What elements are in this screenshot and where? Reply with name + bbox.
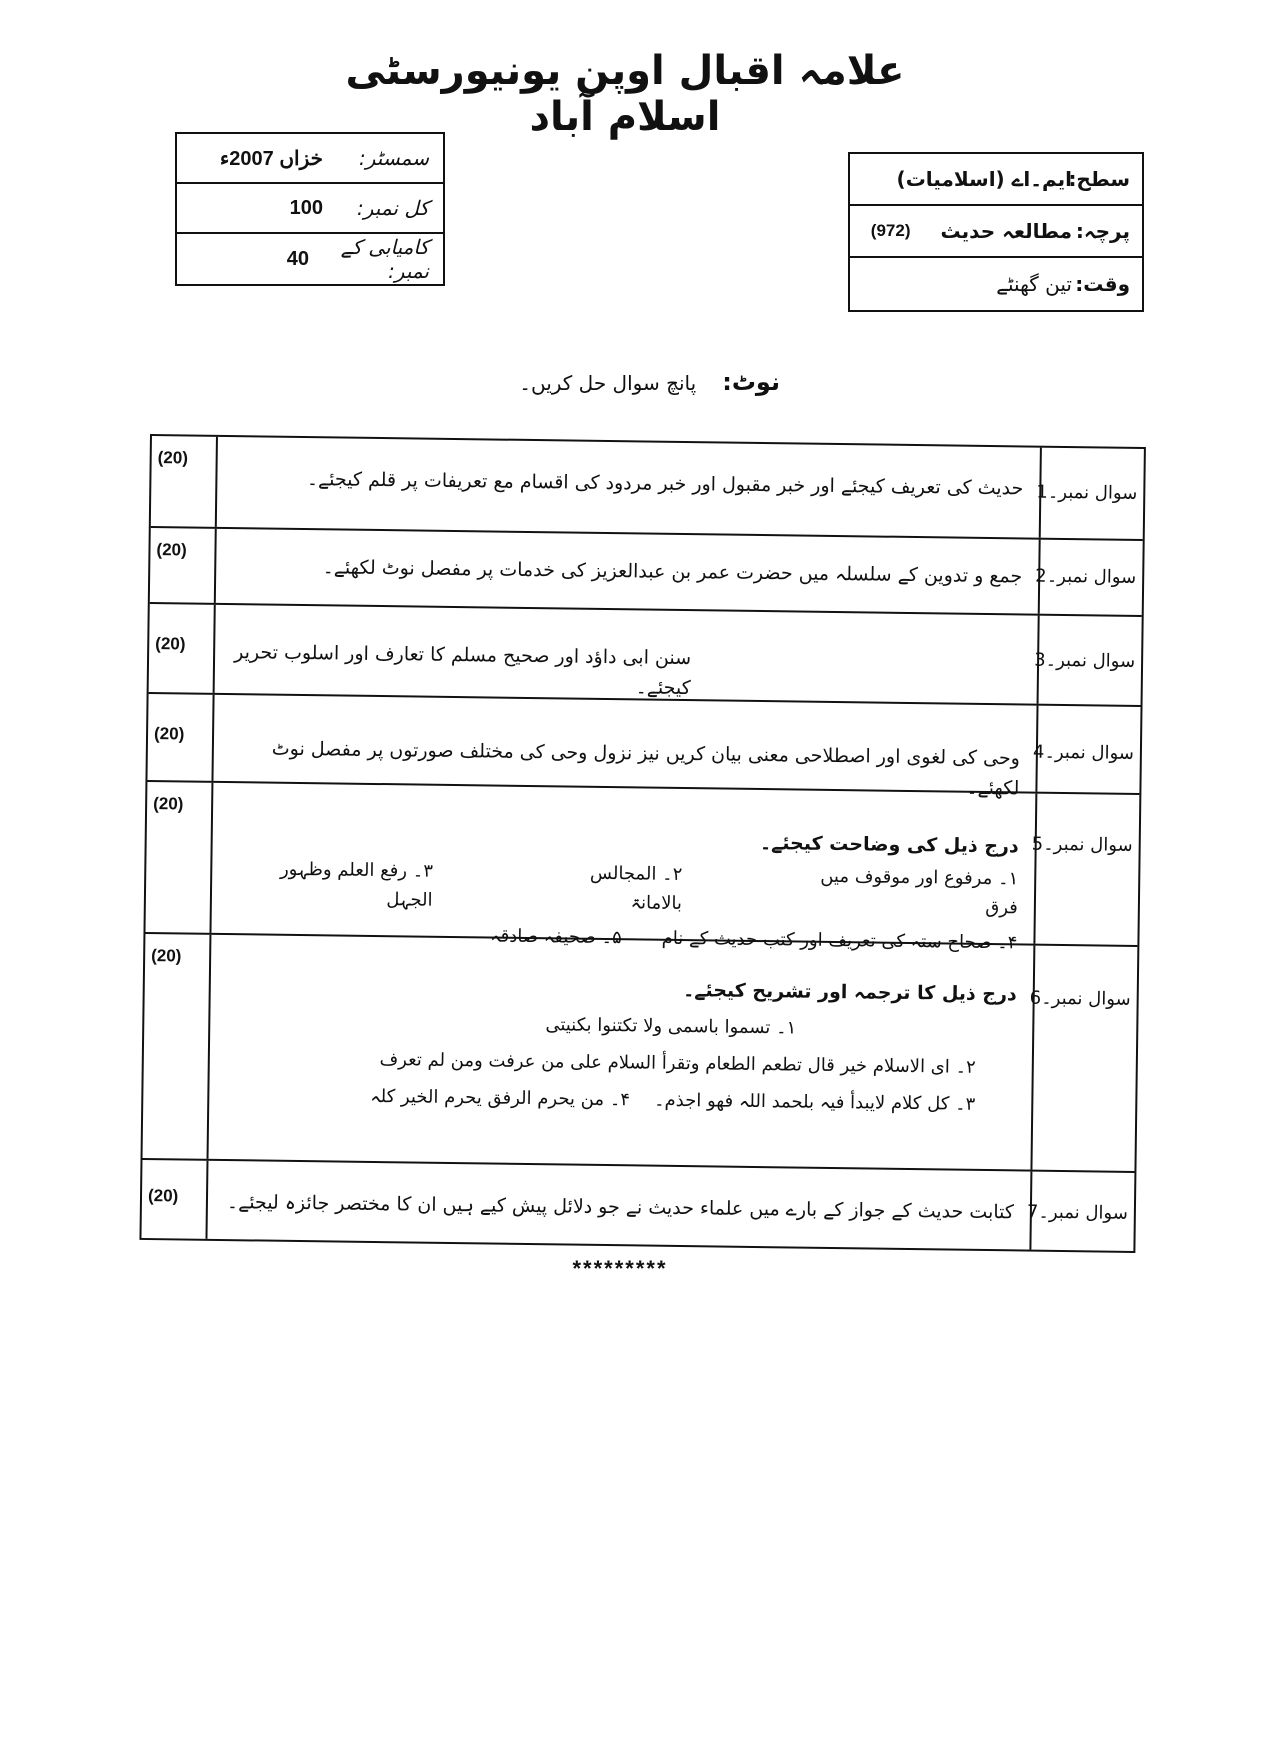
question-number: سوال نمبر۔7 [1029,1172,1134,1251]
question-body [214,529,1039,614]
question-number: سوال نمبر۔4 [1035,706,1140,793]
question-body [207,935,1034,1170]
level-row [850,154,1142,206]
sub-items-line [226,1044,976,1083]
sub-item: ۵۔ صحیفہ صادقہ [490,925,622,949]
question-row [142,934,1137,1173]
paper-code: (972) [870,221,911,240]
question-text: کتابت حدیث کے جواز کے بارے میں علماء حدیث نے جو دلائل پیش کیے ہیں ان کا مختصر جائزہ لیجئے۔ [226,1191,1015,1224]
question-row [141,1160,1134,1251]
note-label: نوٹ: [722,368,780,396]
level-value: ایم۔اے (اسلامیات) [896,167,1072,191]
total-marks-label: کل نمبر: [357,196,429,220]
paper-label: پرچہ: [1075,219,1130,243]
question-body [215,437,1040,538]
sub-item: ۴۔ صحاح ستہ کی تعریف اور کتب حدیث کے نام [661,927,1018,954]
sub-item: ۳۔ کل کلام لایبدأ فیہ بلحمد اللہ فھو اجذم۔ [653,1089,976,1115]
sub-items-line [225,1081,975,1120]
question-number: سوال نمبر۔1 [1039,448,1144,539]
question-marks: (20) [151,946,182,966]
question-marks: (20) [153,794,184,814]
exam-info-box-right [848,152,1144,312]
question-marks: (20) [147,1186,179,1206]
questions-table [139,434,1145,1253]
question-body [205,1161,1030,1250]
level-label: سطح: [1068,167,1130,191]
total-marks-row [177,184,443,234]
sub-item: ۲۔ ای الاسلام خیر قال تطعم الطعام وتقرأ السلام علی من عرفت ومن لم تعرف [379,1049,976,1079]
time-row [850,258,1142,310]
time-value: تین گھنٹے [996,272,1072,296]
question-number: سوال نمبر۔5 [1033,794,1139,945]
question-heading: درج ذیل کی وضاحت کیجئے۔ [759,832,1019,858]
question-body [209,783,1035,954]
question-marks: (20) [157,448,189,468]
end-stars: ********* [572,1256,668,1281]
question-number: سوال نمبر۔2 [1038,540,1143,615]
university-title: علامہ اقبال اوپن یونیورسٹی اسلام آباد [345,48,905,140]
question-marks: (20) [156,540,187,560]
time-label: وقت: [1075,272,1130,296]
question-row [150,528,1143,617]
sub-item: ۱۔ تسموا باسمی ولا تکتنوا بکنیتی [545,1014,797,1039]
semester-row [177,134,443,184]
semester-label: سمسٹر: [359,146,429,170]
paper-row [850,206,1142,258]
question-row [147,694,1140,800]
question-number: سوال نمبر۔6 [1030,946,1137,1171]
question-text: وحی کی لغوی اور اصطلاحی معنی بیان کریں نیز نزول وحی کی مختلف صورتوں پر مفصل نوٹ لکھئے۔ [271,737,1020,800]
exam-info-box-left [175,132,445,286]
note-text: پانچ سوال حل کریں۔ [519,371,697,395]
question-text: حدیث کی تعریف کیجئے اور خبر مقبول اور خبر مردود کی اقسام مع تعریفات پر قلم کیجئے۔ [306,468,1024,500]
question-marks: (20) [155,634,186,654]
semester-value: خزاں 2007ء [219,147,323,170]
question-row [145,782,1139,954]
paper-value: مطالعہ حدیث [940,219,1072,243]
question-body [213,605,1038,704]
sub-item: ۳۔ رفع العلم وظہور الجہل [279,859,434,911]
sub-item: ۲۔ المجالس بالامانۃ [589,863,683,915]
question-text: جمع و تدوین کے سلسلہ میں حضرت عمر بن عبدالعزیز کی خدمات پر مفصل نوٹ لکھئے۔ [322,556,1023,588]
question-heading: درج ذیل کا ترجمہ اور تشریح کیجئے۔ [683,979,1017,1006]
sub-item: ۴۔ من یحرم الرفق یحرم الخیر کلہ [370,1085,631,1111]
instructions-note [480,368,780,396]
question-body [211,695,1036,800]
sub-items-line [226,1007,796,1043]
sub-item: ۱۔ مرفوع اور موقوف میں فرق [820,866,1019,919]
pass-marks-value: 40 [286,247,309,270]
question-row [151,436,1144,541]
question-row [149,604,1142,707]
sub-items-line [228,855,1019,923]
total-marks-value: 100 [289,196,323,219]
pass-marks-row [177,234,443,284]
pass-marks-label: کامیابی کے نمبر: [340,235,429,283]
question-marks: (20) [153,724,185,744]
question-text: سنن ابی داؤد اور صحیح مسلم کا تعارف اور اسلوب تحریر کیجئے۔ [234,641,692,700]
question-number: سوال نمبر۔3 [1037,616,1142,705]
